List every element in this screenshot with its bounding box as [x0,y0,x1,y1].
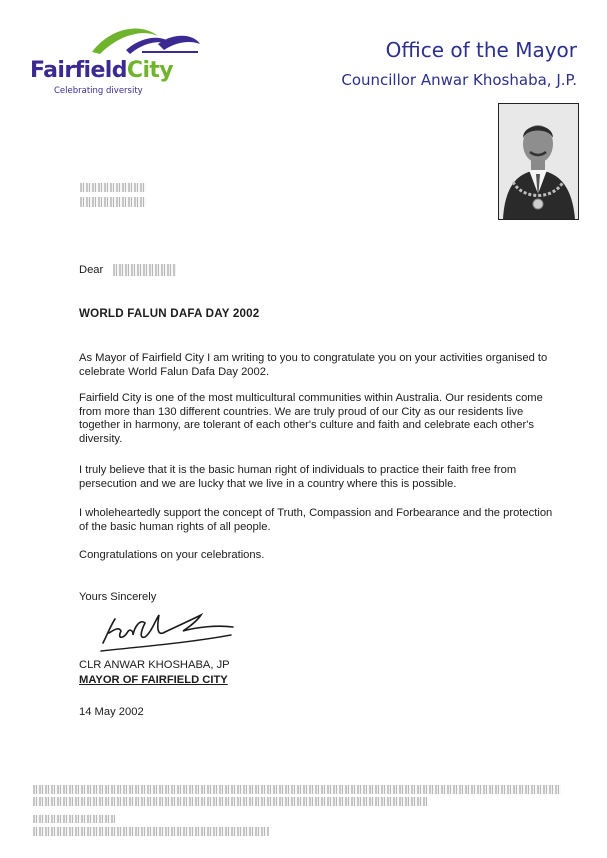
body-paragraph-4: I wholeheartedly support the concept of Truth, Compassion and Forbearance and the protection of the basic human rights of all people. [79,507,553,533]
closing: Yours Sincerely [79,591,157,603]
letter-subject: WORLD FALUN DAFA DAY 2002 [79,307,260,320]
redacted-footer-line-4 [33,827,269,836]
signer-name: CLR ANWAR KHOSHABA, JP [79,659,230,671]
greeting: Dear [79,264,104,276]
redacted-address-line-1 [80,183,146,192]
mayor-portrait-photo [498,103,579,220]
councillor-name: Councillor Anwar Khoshaba, J.P. [341,71,577,89]
redacted-footer-line-1 [33,785,561,794]
redacted-footer-line-3 [33,815,115,823]
body-paragraph-1: As Mayor of Fairfield City I am writing to you to congratulate you on your activities organised to celebrate World Falun Dafa Day 2002. [79,352,548,378]
body-paragraph-5: Congratulations on your celebrations. [79,549,265,561]
logo-wordmark-city: City [126,58,174,83]
body-paragraph-2: Fairfield City is one of the most multicultural communities within Australia. Our residents come from more than 130 different countries. We are truly proud of our City as our residents live together in harmony, are tolerant of each other's culture and faith and celebrate each other's diversity. [79,392,543,445]
redacted-recipient-name [113,264,176,276]
signer-title: MAYOR OF FAIRFIELD CITY [79,674,228,686]
mayor-portrait-icon [499,104,578,219]
handwritten-signature [97,605,237,653]
letter-date: 14 May 2002 [79,706,144,718]
redacted-footer-line-2 [33,797,427,806]
logo-wordmark [30,58,173,83]
redacted-address-line-2 [80,197,146,207]
office-title: Office of the Mayor [385,38,577,62]
bird-swoosh-icon [30,22,210,62]
body-paragraph-3: I truly believe that it is the basic human right of individuals to practice their faith free from persecution and we are lucky that we live in a country where this is possible. [79,464,517,490]
logo-wordmark-fairfield: Fairfield [30,58,127,83]
logo-tagline: Celebrating diversity [54,86,143,96]
fairfield-city-logo [30,22,210,94]
